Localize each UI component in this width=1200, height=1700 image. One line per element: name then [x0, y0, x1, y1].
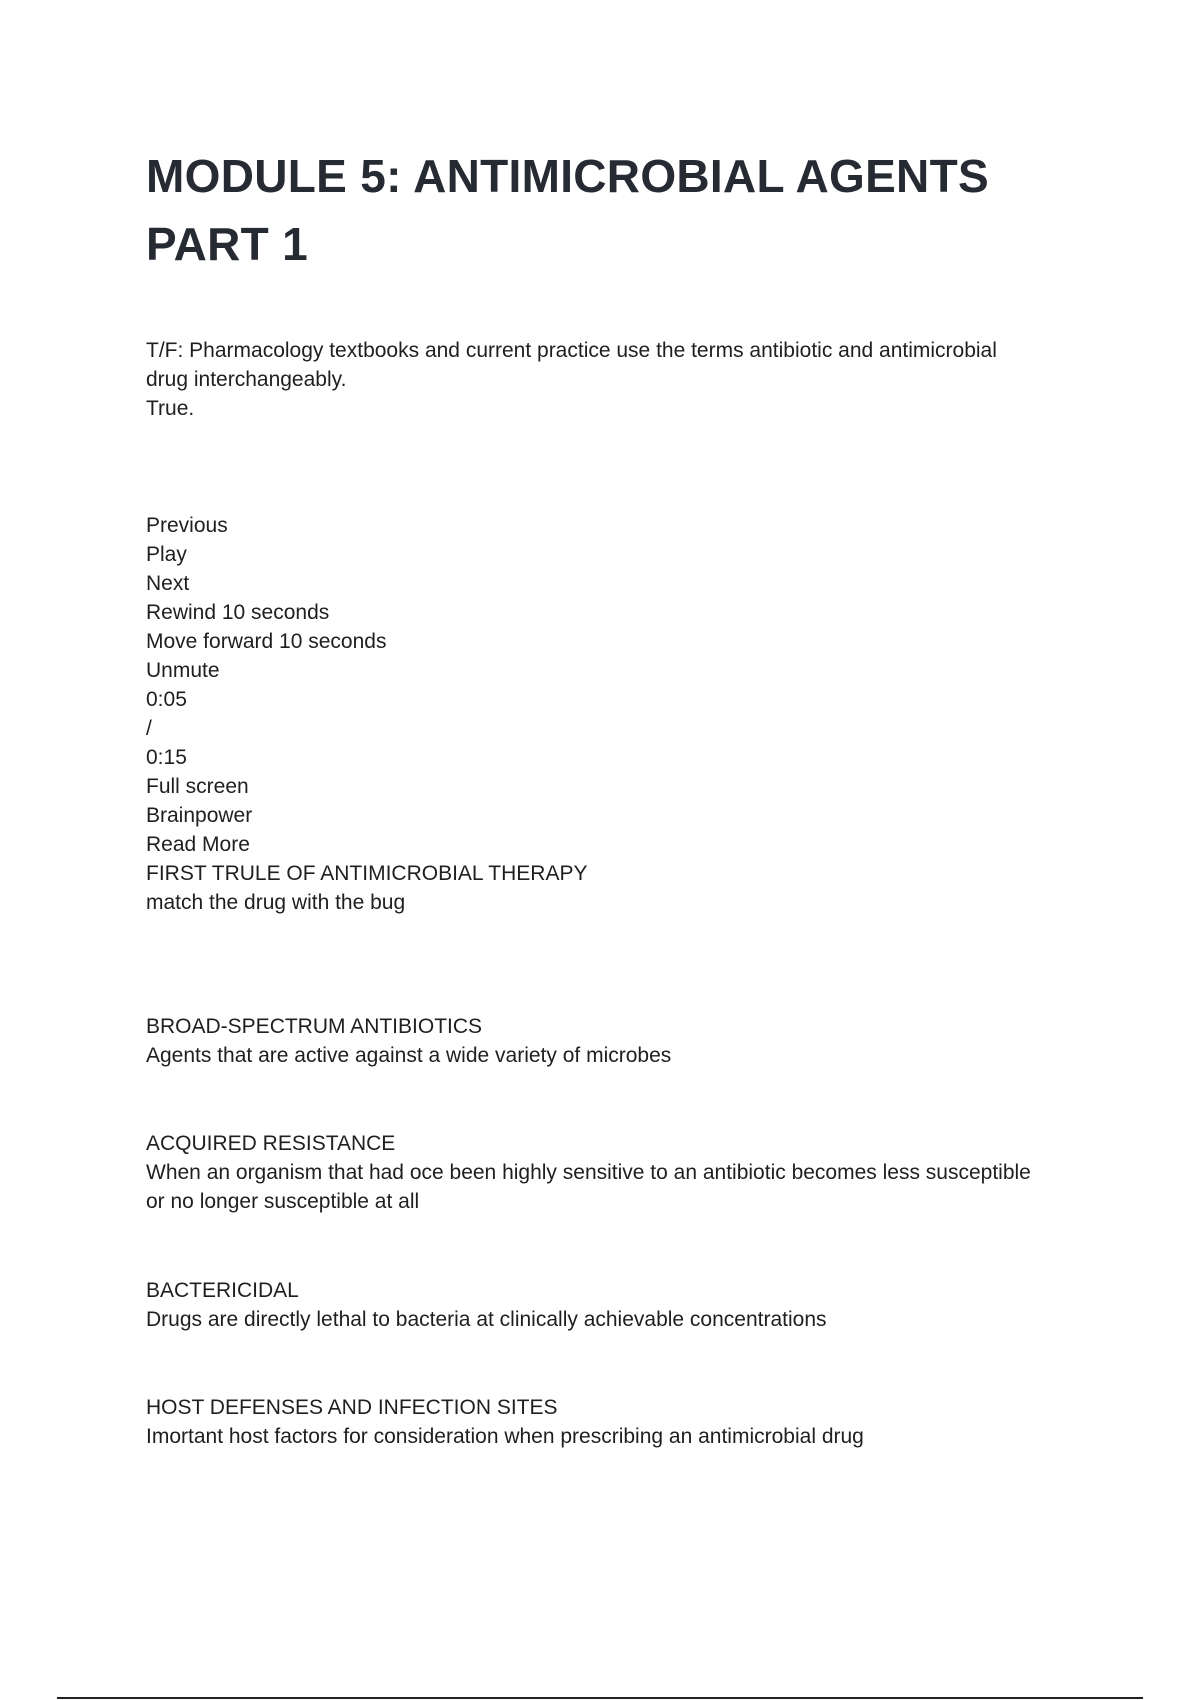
unmute-button[interactable]: Unmute	[146, 659, 220, 682]
next-button[interactable]: Next	[146, 572, 190, 595]
card-host-defenses	[146, 1393, 1086, 1451]
card-definition: Agents that are active against a wide variety of microbes	[146, 1044, 672, 1067]
page-title-line-2: PART 1	[146, 218, 308, 270]
footer-divider	[57, 1697, 1143, 1699]
card-term: HOST DEFENSES AND INFECTION SITES	[146, 1396, 558, 1419]
duration-time: 0:15	[146, 746, 187, 769]
card-definition-line-1: When an organism that had oce been highly sensitive to an antibiotic becomes less susceptible	[146, 1161, 1031, 1184]
previous-button[interactable]: Previous	[146, 514, 228, 537]
page-title	[146, 142, 1086, 278]
time-separator: /	[146, 717, 152, 740]
media-controls-and-first-card	[146, 511, 1086, 917]
current-time: 0:05	[146, 688, 187, 711]
card-acquired-resistance	[146, 1129, 1086, 1216]
card-term: FIRST TRULE OF ANTIMICROBIAL THERAPY	[146, 862, 588, 885]
play-button[interactable]: Play	[146, 543, 187, 566]
card-definition: match the drug with the bug	[146, 891, 406, 914]
full-screen-button[interactable]: Full screen	[146, 775, 249, 798]
brainpower-link[interactable]: Brainpower	[146, 804, 253, 827]
card-definition-line-2: or no longer susceptible at all	[146, 1190, 420, 1213]
tf-question-text-line-1: T/F: Pharmacology textbooks and current practice use the terms antibiotic and antimicrobial	[146, 339, 997, 362]
tf-answer: True.	[146, 397, 195, 420]
page-title-line-1: MODULE 5: ANTIMICROBIAL AGENTS	[146, 150, 989, 202]
card-term: ACQUIRED RESISTANCE	[146, 1132, 396, 1155]
forward-button[interactable]: Move forward 10 seconds	[146, 630, 387, 653]
card-bactericidal	[146, 1276, 1086, 1334]
card-definition: Drugs are directly lethal to bacteria at clinically achievable concentrations	[146, 1308, 827, 1331]
tf-question-text-line-2: drug interchangeably.	[146, 368, 347, 391]
card-term: BACTERICIDAL	[146, 1279, 299, 1302]
card-broad-spectrum	[146, 1012, 1086, 1070]
read-more-link[interactable]: Read More	[146, 833, 250, 856]
tf-question-card	[146, 336, 1086, 423]
card-term: BROAD-SPECTRUM ANTIBIOTICS	[146, 1015, 483, 1038]
card-definition: Imortant host factors for consideration when prescribing an antimicrobial drug	[146, 1425, 864, 1448]
rewind-button[interactable]: Rewind 10 seconds	[146, 601, 330, 624]
